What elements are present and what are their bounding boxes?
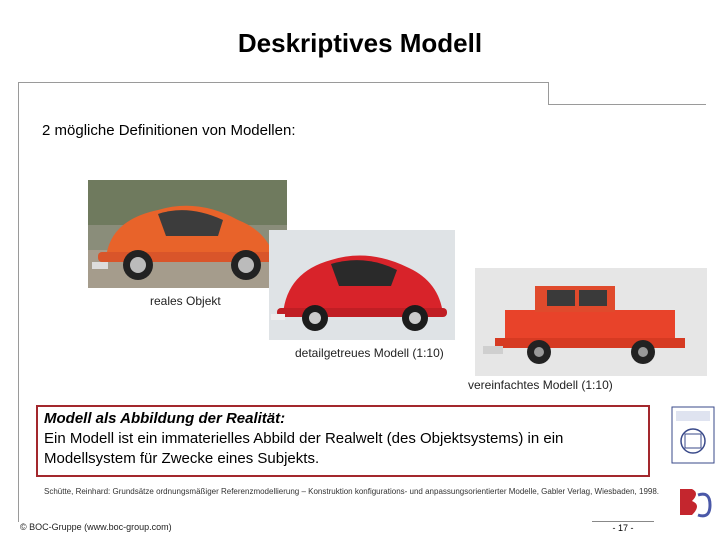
scale-model-photo (269, 230, 455, 340)
frame-tab (548, 82, 706, 105)
definition-body: Ein Modell ist ein immaterielles Abbild der Realwelt (des Objektsystems) in ein Modellsystem für Zwecke eines Subjekts. (44, 430, 564, 467)
literature-reference: Schütte, Reinhard: Grundsätze ordnungsmäßiger Referenzmodellierung – Konstruktion konfigurations- und anpassungsorientierter Modelle, Gabler Verlag, Wiesbaden, 1998. (44, 487, 660, 496)
copyright-footer: © BOC-Gruppe (www.boc-group.com) (20, 522, 172, 532)
definition-heading: Modell als Abbildung der Realität: (44, 410, 286, 427)
frame-top-line (18, 82, 548, 83)
definition-box (36, 405, 650, 477)
university-and-boc-logo (668, 405, 718, 538)
lego-model-photo (475, 268, 707, 376)
slide-subtitle: 2 mögliche Definitionen von Modellen: (42, 122, 296, 139)
simplified-model-caption: vereinfachtes Modell (1:10) (468, 378, 613, 392)
real-car-photo (88, 180, 287, 288)
real-object-caption: reales Objekt (150, 294, 221, 308)
page-number: - 17 - (592, 521, 654, 533)
detailed-model-caption: detailgetreues Modell (1:10) (295, 346, 444, 360)
slide-title: Deskriptives Modell (237, 28, 483, 58)
